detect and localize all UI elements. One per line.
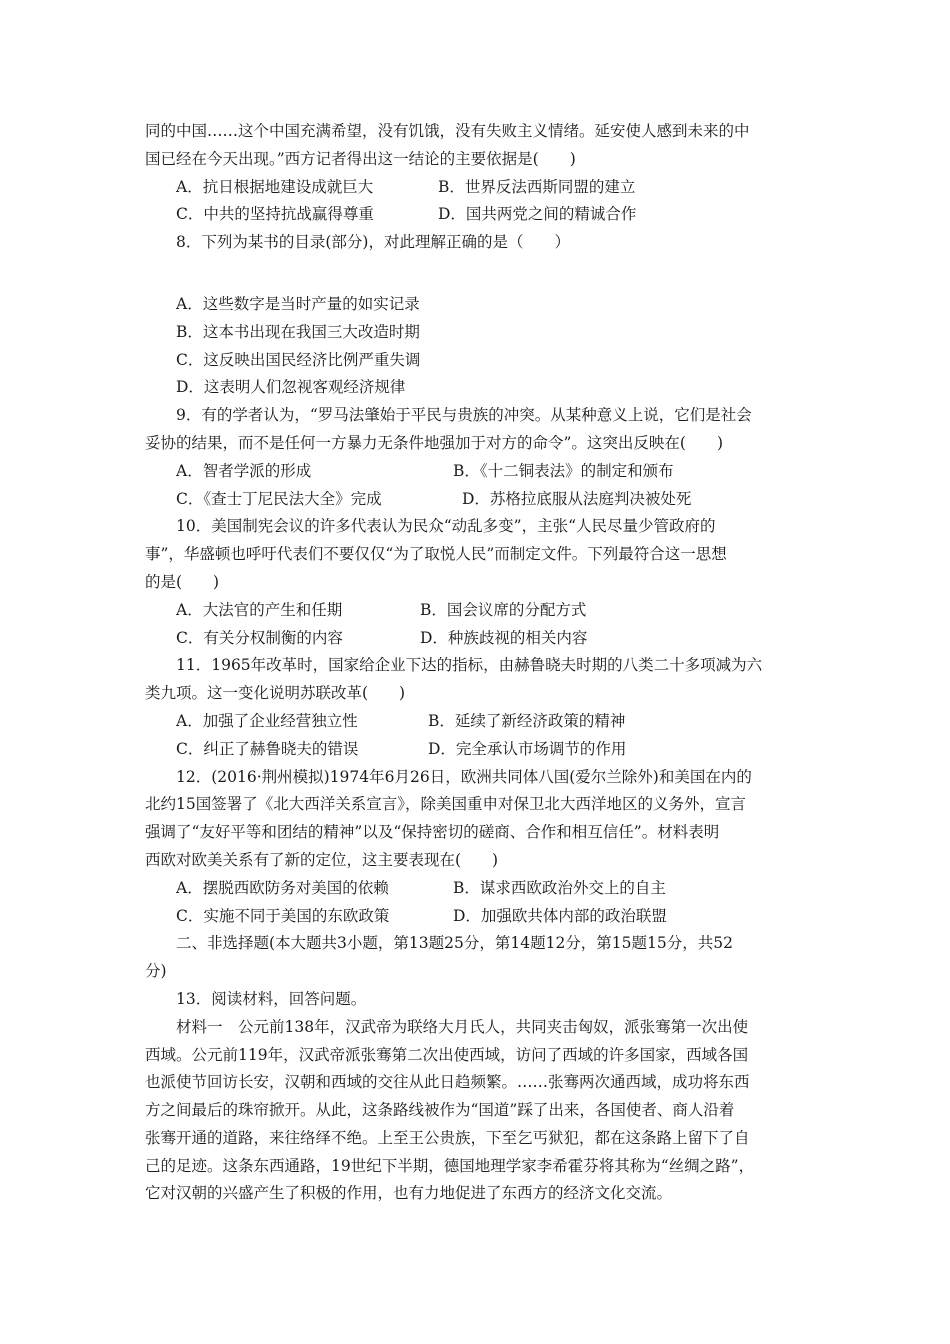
exam-page <box>145 118 810 1208</box>
q12-option-a: A．摆脱西欧防务对美国的依赖 <box>176 878 389 897</box>
q11-options-row-2 <box>145 736 810 764</box>
q13-stem: 13．阅读材料，回答问题。 <box>176 989 367 1008</box>
q8-missing-figure-space <box>145 257 810 291</box>
q11-option-c: C．纠正了赫鲁晓夫的错误 <box>176 739 359 758</box>
q8-option-b: B．这本书出现在我国三大改造时期 <box>176 322 420 341</box>
q9-options-row-2 <box>145 486 810 514</box>
q11-option-b: B．延续了新经济政策的精神 <box>428 711 626 730</box>
q12-line-4: 西欧对欧美关系有了新的定位，这主要表现在( ) <box>145 850 499 869</box>
q10-option-b: B．国会议席的分配方式 <box>420 600 587 619</box>
q9-option-d: D．苏格拉底服从法庭判决被处死 <box>462 489 692 508</box>
q7-option-c: C．中共的坚持抗战赢得尊重 <box>176 205 374 224</box>
q9-option-a: A．智者学派的形成 <box>176 461 312 480</box>
q8-option-c: C．这反映出国民经济比例严重失调 <box>176 350 421 369</box>
q7-option-a: A．抗日根据地建设成就巨大 <box>176 177 374 196</box>
q12-option-d: D．加强欧共体内部的政治联盟 <box>453 906 667 925</box>
q12-options-row-2 <box>145 903 810 931</box>
q12-option-c: C．实施不同于美国的东欧政策 <box>176 906 390 925</box>
q13-material-1-line-6: 己的足迹。这条东西通路，19世纪下半期，德国地理学家李希霍芬将其称为“丝绸之路”， <box>145 1156 755 1175</box>
q7-line-2: 国已经在今天出现。”西方记者得出这一结论的主要依据是( ) <box>145 149 576 168</box>
section-2-heading-line-2: 分) <box>145 962 167 981</box>
q10-option-d: D．种族歧视的相关内容 <box>420 628 588 647</box>
q8-option-d: D．这表明人们忽视客观经济规律 <box>176 378 406 397</box>
q7-options-row-2 <box>145 201 810 229</box>
q11-line-2: 类九项。这一变化说明苏联改革( ) <box>145 684 406 703</box>
q11-option-a: A．加强了企业经营独立性 <box>176 711 358 730</box>
q8-option-a: A．这些数字是当时产量的如实记录 <box>176 294 420 313</box>
q7-option-d: D．国共两党之间的精诚合作 <box>438 205 637 224</box>
q11-option-d: D．完全承认市场调节的作用 <box>428 739 627 758</box>
q9-line-1: 9．有的学者认为，“罗马法肇始于平民与贵族的冲突。从某种意义上说，它们是社会 <box>176 406 752 425</box>
q10-options-row-1 <box>145 597 810 625</box>
q9-option-c: C．《查士丁尼民法大全》完成 <box>176 489 382 508</box>
q10-option-c: C．有关分权制衡的内容 <box>176 628 343 647</box>
section-2-heading-line-1: 二、非选择题(本大题共3小题，第13题25分，第14题12分，第15题15分，共52 <box>176 934 733 953</box>
q10-option-a: A．大法官的产生和任期 <box>176 600 343 619</box>
q13-material-1-line-7: 它对汉朝的兴盛产生了积极的作用，也有力地促进了东西方的经济文化交流。 <box>145 1184 673 1203</box>
q9-option-b: B．《十二铜表法》的制定和颁布 <box>453 461 674 480</box>
q7-option-b: B．世界反法西斯同盟的建立 <box>438 177 636 196</box>
q8-stem: 8．下列为某书的目录(部分)，对此理解正确的是（ ） <box>176 233 570 252</box>
q10-line-3: 的是( ) <box>145 572 220 591</box>
q7-options-row-1 <box>145 174 810 202</box>
q7-line-1: 同的中国……这个中国充满希望，没有饥饿，没有失败主义情绪。延安使人感到未来的中 <box>145 122 750 140</box>
q12-line-2: 北约15国签署了《北大西洋关系宣言》，除美国重申对保卫北大西洋地区的义务外，宣言 <box>145 795 746 814</box>
q12-line-3: 强调了“友好平等和团结的精神”以及“保持密切的磋商、合作和相互信任”。材料表明 <box>145 823 720 842</box>
q13-material-1-line-5: 张骞开通的道路，来往络绎不绝。上至王公贵族，下至乞丐狱犯，都在这条路上留下了自 <box>145 1128 750 1147</box>
q11-options-row-1 <box>145 708 810 736</box>
q13-material-1-line-4: 方之间最后的珠帘掀开。从此，这条路线被作为“国道”踩了出来，各国使者、商人沿着 <box>145 1101 735 1120</box>
q12-options-row-1 <box>145 875 810 903</box>
q12-option-b: B．谋求西欧政治外交上的自主 <box>453 878 666 897</box>
q12-line-1: 12．(2016·荆州模拟)1974年6月26日，欧洲共同体八国(爱尔兰除外)和美国在内的 <box>176 767 752 786</box>
q13-material-1-line-3: 也派使节回访长安，汉朝和西域的交往从此日趋频繁。……张骞两次通西域，成功将东西 <box>145 1073 750 1092</box>
q10-options-row-2 <box>145 625 810 653</box>
q9-options-row-1 <box>145 458 810 486</box>
q10-line-1: 10．美国制宪会议的许多代表认为民众“动乱多变”，主张“人民尽量少管政府的 <box>176 517 716 536</box>
q9-line-2: 妥协的结果，而不是任何一方暴力无条件地强加于对方的命令”。这突出反映在( ) <box>145 433 724 452</box>
q13-material-1-line-2: 西域。公元前119年，汉武帝派张骞第二次出使西域，访问了西域的许多国家，西域各国 <box>145 1045 749 1064</box>
q11-line-1: 11．1965年改革时，国家给企业下达的指标，由赫鲁晓夫时期的八类二十多项减为六 <box>176 656 763 675</box>
q13-material-1-line-1: 材料一 公元前138年，汉武帝为联络大月氏人，共同夹击匈奴，派张骞第一次出使 <box>176 1017 749 1036</box>
q10-line-2: 事”，华盛顿也呼吁代表们不要仅仅“为了取悦人民”而制定文件。下列最符合这一思想 <box>145 545 727 564</box>
